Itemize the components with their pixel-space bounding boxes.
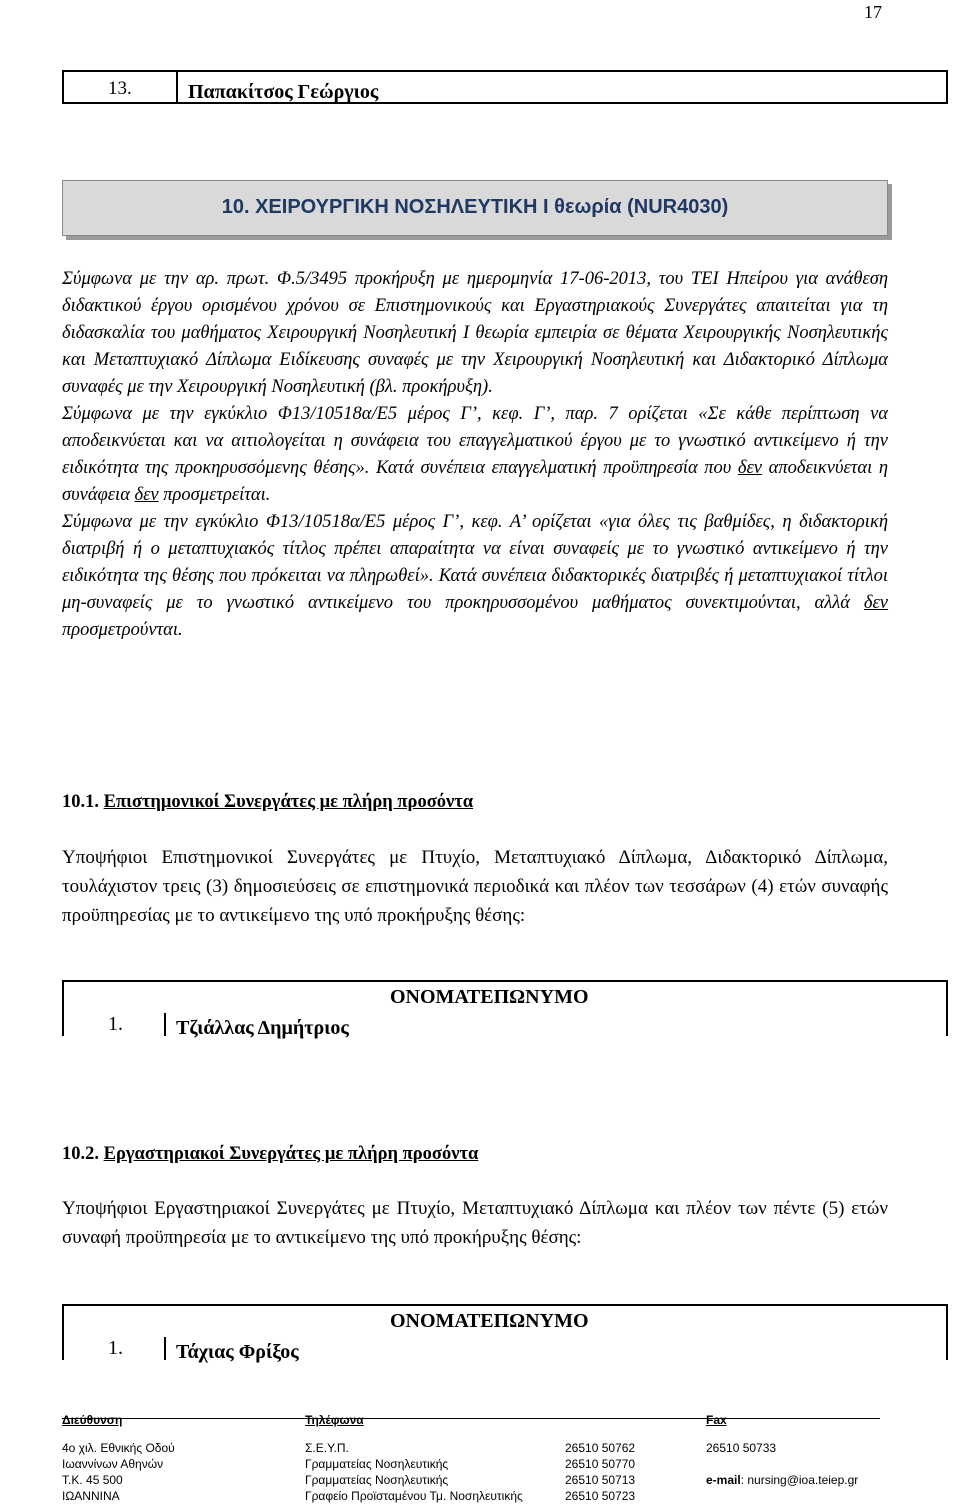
subsection-title: Εργαστηριακοί Συνεργάτες με πλήρη προσόντα [103, 1144, 479, 1164]
footer-email [706, 1472, 858, 1488]
row-number: 13. [108, 78, 132, 99]
phone-number: 26510 50713 [565, 1473, 636, 1487]
phone-office: Γραφείο Προϊσταμένου Τμ. Νοσηλευτικής [305, 1489, 523, 1503]
column-divider [164, 1013, 166, 1036]
intro-paragraph-2 [62, 401, 888, 509]
footer-address-label: Διεύθυνση [62, 1413, 123, 1427]
row-name: Τάχιας Φρίξος [176, 1341, 299, 1363]
row-number: 1. [108, 1337, 123, 1359]
phone-number: 26510 50762 [565, 1441, 636, 1455]
column-divider [176, 72, 178, 102]
fax-number: 26510 50733 [706, 1441, 777, 1455]
table-header: ΟΝΟΜΑΤΕΠΩΝΥΜΟ [390, 986, 589, 1008]
phone-number: 26510 50770 [565, 1457, 636, 1471]
phone-office: Γραμματείας Νοσηλευτικής [305, 1457, 449, 1471]
subsection-number: 10.1. [62, 792, 99, 812]
underlined-word: δεν [863, 593, 889, 613]
consequence-text-3: προσμετρείται. [163, 485, 271, 505]
consequence-text-2: αποδεικνύεται η συνάφεια [62, 458, 889, 505]
footer-phones-label: Τηλέφωνα [305, 1413, 364, 1427]
subsection-title: Επιστημονικοί Συνεργάτες με πλήρη προσόντα [103, 792, 474, 812]
address-line: Ιωαννίνων Αθηνών [62, 1457, 164, 1471]
intro-paragraph-1: Σύμφωνα με την αρ. πρωτ. Φ.5/3495 προκήρυξη με ημερομηνία 17-06-2013, του ΤΕΙ Ηπείρου για ανάθεση διδακτικού έργου ορισμένου χρόνου σε Επιστημονικούς και Εργαστηριακούς Συνεργάτες απαιτείται για τη διδασκαλία του μαθήματος Χειρουργική Νοσηλευτική Ι θεωρία εμπειρία σε θέματα Χειρουργικής Νοσηλευτικής και Μεταπτυχιακό Δίπλωμα Ειδίκευσης συναφές με την Χειρουργική Νοσηλευτική και Διδακτορικό Δίπλωμα συναφές με την Χειρουργική Νοσηλευτική (βλ. προκήρυξη). [62, 269, 888, 397]
consequence-text-4: Κατά συνέπεια διδακτορικές διατριβές ή μεταπτυχιακοί τίτλοι μη-συναφείς με το γνωστικό αντικείμενο του προκηρυσσομένου μαθήματος συνεκτιμούνται, αλλά [62, 566, 889, 613]
underlined-word: δεν [134, 485, 159, 505]
subsection-1-heading [62, 792, 473, 813]
circular-quote-1: Σύμφωνα με την εγκύκλιο Φ13/10518α/Ε5 μέρος Γ’, κεφ. Γ’, παρ. 7 ορίζεται «Σε κάθε περίπτωση να αποδεικνύεται και να αιτιολογείται η συνάφεια του επαγγελματικού έργου με το γνωστικό αντικείμενο ή την ειδικότητα της προκηρυσσόμενης θέσης». [62, 404, 888, 478]
footer-phone-offices [305, 1440, 523, 1504]
candidates-table-2 [62, 1304, 948, 1363]
email-address: : nursing@ioa.teiep.gr [740, 1473, 859, 1487]
consequence-text-1: Κατά συνέπεια επαγγελματική προϋπηρεσία που [376, 458, 732, 478]
footer-fax-label: Fax [706, 1413, 727, 1427]
previous-table-row [62, 70, 948, 104]
subsection-number: 10.2. [62, 1144, 99, 1164]
subsection-1-text: Υποψήφιοι Επιστημονικοί Συνεργάτες με Πτυχίο, Μεταπτυχιακό Δίπλωμα, Διδακτορικό Δίπλωμα, τουλάχιστον τρεις (3) δημοσιεύσεις σε επιστημονικά περιοδικά και πλέον των τεσσάρων (4) ετών συναφής προϋπηρεσίας με το αντικείμενο της υπό προκήρυξης θέσης: [62, 847, 888, 926]
phone-office: Γραμματείας Νοσηλευτικής [305, 1473, 449, 1487]
section-heading: 10. ΧΕΙΡΟΥΡΓΙΚΗ ΝΟΣΗΛΕΥΤΙΚΗ Ι θεωρία (NUR4030) [221, 196, 729, 218]
phone-office: Σ.Ε.Υ.Π. [305, 1441, 349, 1455]
subsection-2-text: Υποψήφιοι Εργαστηριακοί Συνεργάτες με Πτυχίο, Μεταπτυχιακό Δίπλωμα και πλέον των πέντε (5) ετών συναφή προϋπηρεσία με το αντικείμενο της υπό προκήρυξης θέσης: [62, 1198, 888, 1248]
intro-text [62, 266, 888, 644]
intro-paragraph-3 [62, 509, 888, 644]
address-line: 4ο χιλ. Εθνικής Οδού [62, 1441, 175, 1455]
row-name: Τζιάλλας Δημήτριος [176, 1017, 349, 1039]
address-line: ΙΩΑΝΝΙΝΑ [62, 1489, 120, 1503]
email-label: e-mail [706, 1473, 741, 1487]
table-header: ΟΝΟΜΑΤΕΠΩΝΥΜΟ [390, 1310, 589, 1332]
address-line: Τ.Κ. 45 500 [62, 1473, 123, 1487]
row-number: 1. [108, 1013, 123, 1035]
footer-phone-numbers [565, 1440, 635, 1504]
section-heading-box [62, 180, 888, 236]
consequence-text-5: προσμετρούνται. [62, 620, 183, 640]
candidates-table-1 [62, 980, 948, 1039]
underlined-word: δεν [737, 458, 763, 478]
footer-address [62, 1440, 175, 1504]
footer-divider [62, 1418, 880, 1419]
circular-quote-2: Σύμφωνα με την εγκύκλιο Φ13/10518α/Ε5 μέρος Γ’, κεφ. Α’ ορίζεται «για όλες τις βαθμίδες, η διδακτορική διατριβή ή ο μεταπτυχιακός τίτλος πρέπει απαραίτητα να είναι συναφείς με το γνωστικό αντικείμενο ή την ειδικότητα της θέσης που πρόκειται να πληρωθεί». [62, 512, 888, 586]
row-name: Παπακίτσος Γεώργιος [188, 81, 379, 103]
subsection-2-heading [62, 1144, 478, 1165]
phone-number: 26510 50723 [565, 1489, 636, 1503]
column-divider [164, 1337, 166, 1360]
footer-fax [706, 1440, 776, 1456]
page-number: 17 [864, 2, 882, 22]
